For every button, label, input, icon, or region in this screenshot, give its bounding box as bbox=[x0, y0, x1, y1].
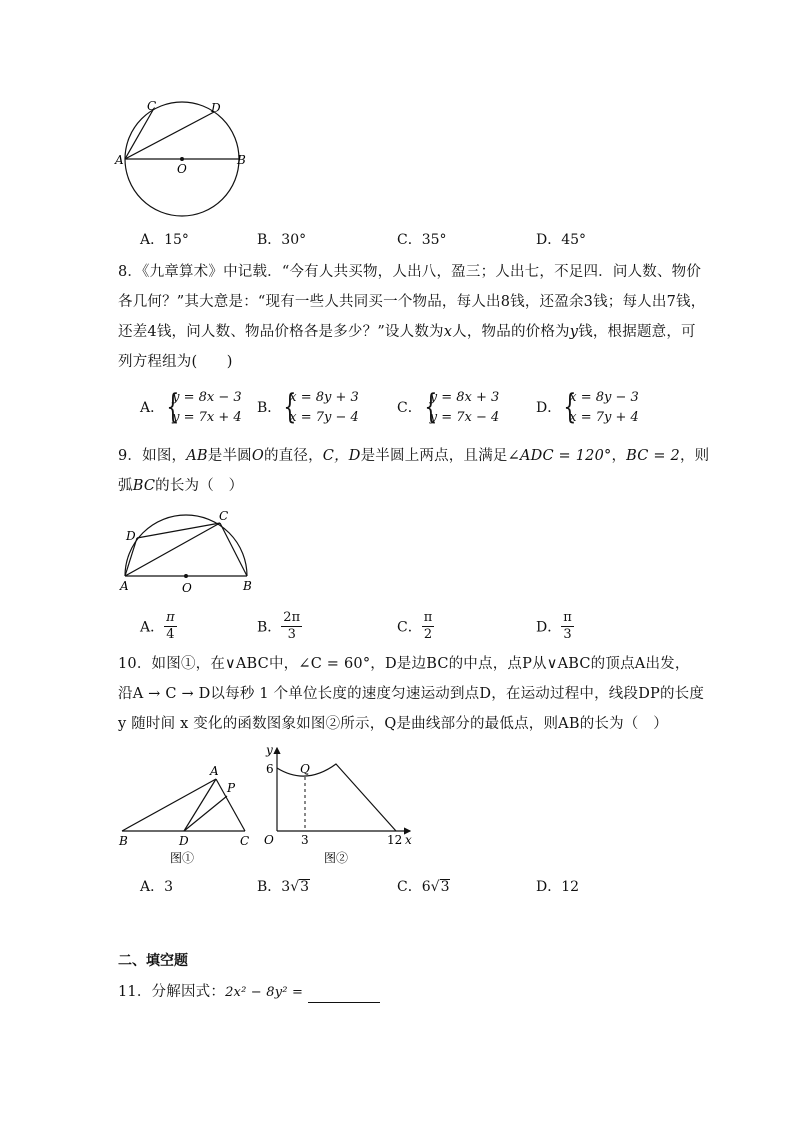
q9-option-d[interactable] bbox=[536, 610, 574, 643]
q10-option-b-letter: B． bbox=[257, 879, 282, 895]
q10-option-c[interactable] bbox=[397, 876, 450, 896]
q10-option-c-coef: 6 bbox=[421, 879, 431, 895]
sqrt-icon: √ bbox=[430, 879, 440, 895]
q10-fig2-label-3: 3 bbox=[301, 833, 309, 847]
q10-option-b-coef: 3 bbox=[281, 879, 291, 895]
q9-figure-semicircle bbox=[112, 505, 262, 595]
q8-brace-icon: { bbox=[166, 387, 180, 427]
q8-option-b[interactable] bbox=[257, 388, 359, 428]
q10-fig2-label-q: Q bbox=[300, 762, 310, 776]
q7-option-c[interactable]: C．35° bbox=[397, 232, 447, 248]
q8-option-d-system bbox=[561, 388, 639, 428]
q8-line-3-text: 还差4钱，问人数、物品价格各是多少？”设人数为 bbox=[118, 324, 444, 340]
q10-fig2-label-o: O bbox=[264, 833, 274, 847]
q8-option-d-eq2: x = 7y + 4 bbox=[569, 410, 639, 425]
q8-brace-icon: { bbox=[283, 387, 297, 427]
q9-angle: ∠ADC = 120° bbox=[507, 448, 612, 464]
q8-option-d-letter: D． bbox=[536, 400, 562, 416]
q9-option-a-letter: A． bbox=[140, 619, 165, 636]
q8-brace-icon: { bbox=[424, 387, 438, 427]
q8-option-c-system bbox=[422, 388, 500, 428]
q9-option-c[interactable] bbox=[397, 610, 434, 643]
q10-line-2: 沿A → C → D以每秒 1 个单位长度的速度匀速运动到点D，在运动过程中，线段DP的长度 bbox=[118, 686, 705, 702]
q8-option-b-letter: B． bbox=[257, 400, 282, 416]
q10-fig2-caption: 图② bbox=[324, 851, 349, 865]
q8-option-c[interactable] bbox=[397, 388, 499, 428]
q9-option-d-letter: D． bbox=[536, 619, 562, 636]
q10-figure-1-triangle bbox=[112, 758, 262, 868]
q10-line-1: 10．如图①，在∨ABC中，∠C = 60°，D是边BC的中点，点P从∨ABC的顶点A出发， bbox=[118, 656, 690, 672]
q8-option-a-eq1: y = 8x − 3 bbox=[172, 390, 242, 405]
q10-fig1-caption: 图① bbox=[170, 851, 195, 865]
q8-option-a-letter: A． bbox=[140, 400, 165, 416]
q9-line-1 bbox=[118, 446, 709, 466]
q7-figure-circle bbox=[112, 98, 260, 222]
q7-label-b: B bbox=[237, 153, 246, 167]
q9-option-a[interactable] bbox=[140, 610, 177, 643]
q10-option-b[interactable] bbox=[257, 876, 310, 896]
q10-option-b-radicand: 3 bbox=[300, 879, 310, 895]
q9-option-c-letter: C． bbox=[397, 619, 422, 636]
q10-fig1-segment-ad bbox=[184, 779, 216, 831]
q7-option-d[interactable]: D．45° bbox=[536, 232, 587, 248]
q10-option-a-value: 3 bbox=[164, 879, 174, 895]
q9-bc: BC bbox=[132, 478, 156, 494]
q8-line-3 bbox=[118, 322, 696, 342]
q9-text-1d: 是半圆上两点，且满足 bbox=[360, 448, 508, 464]
q8-option-c-letter: C． bbox=[397, 400, 422, 416]
q10-fig2-label-6: 6 bbox=[266, 762, 274, 776]
q8-line-2: 各几何？”其大意是：“现有一些人共同买一个物品，每人出8钱，还盈余3钱；每人出7钱， bbox=[118, 294, 706, 310]
q9-text-2a: 弧 bbox=[118, 478, 133, 494]
q8-option-c-eq1: y = 8x + 3 bbox=[429, 390, 500, 405]
q9-label-o: O bbox=[182, 581, 192, 595]
q10-line-3: y 随时间 x 变化的函数图象如图②所示，Q是曲线部分的最低点，则AB的长为（ ） bbox=[118, 716, 668, 732]
q10-fig2-label-12: 12 bbox=[387, 833, 403, 847]
q10-fig1-segment-ba bbox=[122, 779, 216, 831]
q9-arc bbox=[125, 515, 247, 576]
q10-fig1-label-b: B bbox=[119, 834, 128, 848]
q8-line-4: 列方程组为( ) bbox=[118, 354, 233, 370]
q10-fig1-label-c: C bbox=[240, 834, 250, 848]
q7-option-a[interactable]: A．15° bbox=[140, 232, 189, 248]
q9-label-a: A bbox=[120, 579, 129, 593]
q9-label-d: D bbox=[126, 529, 136, 543]
q9-cd: C，D bbox=[322, 448, 361, 464]
q8-brace-icon: { bbox=[563, 387, 577, 427]
q9-segment-cb bbox=[220, 523, 247, 576]
q7-label-a: A bbox=[115, 153, 124, 167]
q10-option-d[interactable] bbox=[536, 876, 579, 896]
q10-fig2-curve bbox=[277, 764, 396, 831]
q9-text-2b: 的长为（ ） bbox=[155, 478, 244, 494]
q11-line bbox=[118, 982, 380, 1003]
q9-option-c-den: 2 bbox=[423, 627, 433, 642]
q9-o: O bbox=[251, 448, 264, 464]
q9-option-b-den: 3 bbox=[287, 627, 296, 642]
q9-text-1c: 的直径， bbox=[263, 448, 323, 464]
q9-option-a-fraction bbox=[164, 610, 177, 643]
q9-option-c-fraction bbox=[422, 610, 435, 643]
q8-line-3-mid2: 钱，根据题意，可 bbox=[578, 324, 696, 340]
q9-option-d-num: π bbox=[563, 610, 572, 625]
q9-segment-ac bbox=[125, 523, 220, 576]
q11-answer-blank[interactable] bbox=[308, 988, 380, 1003]
q9-text-1a: 9．如图， bbox=[118, 448, 187, 464]
q10-fig2-label-x: x bbox=[405, 833, 412, 847]
q9-text-1b: 是半圆 bbox=[207, 448, 252, 464]
q9-center-dot bbox=[184, 574, 188, 578]
q8-option-b-eq1: x = 8y + 3 bbox=[289, 390, 359, 405]
q9-option-b-letter: B． bbox=[257, 619, 282, 636]
q10-fig1-label-a: A bbox=[210, 764, 219, 778]
q10-option-a-letter: A． bbox=[140, 879, 165, 895]
q10-fig2-label-y: y bbox=[266, 743, 273, 757]
q9-option-b-fraction bbox=[281, 610, 302, 643]
q8-option-d-eq1: x = 8y − 3 bbox=[569, 390, 639, 405]
q9-option-a-num: π bbox=[166, 610, 175, 625]
q8-var-x: x bbox=[443, 324, 453, 340]
q11-prefix: 11．分解因式： bbox=[118, 984, 226, 1000]
q10-option-d-letter: D． bbox=[536, 879, 562, 895]
q8-option-b-eq2: x = 7y − 4 bbox=[289, 410, 359, 425]
q10-fig1-segment-dp bbox=[184, 796, 227, 831]
q9-option-d-den: 3 bbox=[563, 627, 572, 642]
q7-label-o: O bbox=[177, 162, 187, 176]
q10-option-d-value: 12 bbox=[561, 879, 580, 895]
q9-option-b[interactable] bbox=[257, 610, 302, 643]
sqrt-icon: √ bbox=[290, 879, 300, 895]
q9-line-2 bbox=[118, 476, 243, 496]
q9-option-c-num: π bbox=[423, 610, 433, 625]
q9-option-a-den: 4 bbox=[166, 627, 175, 642]
q10-option-c-letter: C． bbox=[397, 879, 422, 895]
q11-expression: 2x² − 8y² = bbox=[225, 985, 304, 1000]
q10-option-a[interactable] bbox=[140, 876, 173, 896]
q8-var-y: y bbox=[569, 324, 579, 340]
q7-label-d: D bbox=[211, 101, 221, 115]
q8-option-a-system bbox=[164, 388, 242, 428]
q9-option-d-fraction bbox=[561, 610, 574, 643]
section-title-fill-blank: 二、填空题 bbox=[118, 953, 188, 969]
q8-option-c-eq2: y = 7x − 4 bbox=[429, 410, 500, 425]
q9-text-1e: ，则 bbox=[679, 448, 710, 464]
q8-option-a[interactable] bbox=[140, 388, 242, 428]
q9-ab: AB bbox=[186, 448, 208, 464]
q10-figure-2-graph bbox=[260, 740, 420, 868]
q8-option-d[interactable] bbox=[536, 388, 639, 428]
q8-line-1: 8．《九章算术》中记载．“今有人共买物，人出八，盈三；人出七，不足四．问人数、物价 bbox=[118, 264, 702, 280]
q7-center-dot bbox=[180, 157, 184, 161]
q9-option-b-num: 2π bbox=[283, 610, 301, 625]
q9-comma: ， bbox=[611, 448, 627, 464]
q7-option-b[interactable]: B．30° bbox=[257, 232, 307, 248]
q9-label-c: C bbox=[219, 509, 229, 523]
q7-label-c: C bbox=[147, 99, 157, 113]
q10-option-c-radicand: 3 bbox=[440, 879, 450, 895]
q8-line-3-mid1: 人，物品的价格为 bbox=[452, 324, 570, 340]
q9-label-b: B bbox=[243, 579, 252, 593]
q9-bc-eq: BC = 2 bbox=[626, 448, 680, 464]
q10-fig1-label-d: D bbox=[179, 834, 189, 848]
q8-option-a-eq2: y = 7x + 4 bbox=[172, 410, 242, 425]
q8-option-b-system bbox=[281, 388, 359, 428]
q10-fig1-label-p: P bbox=[227, 781, 236, 795]
